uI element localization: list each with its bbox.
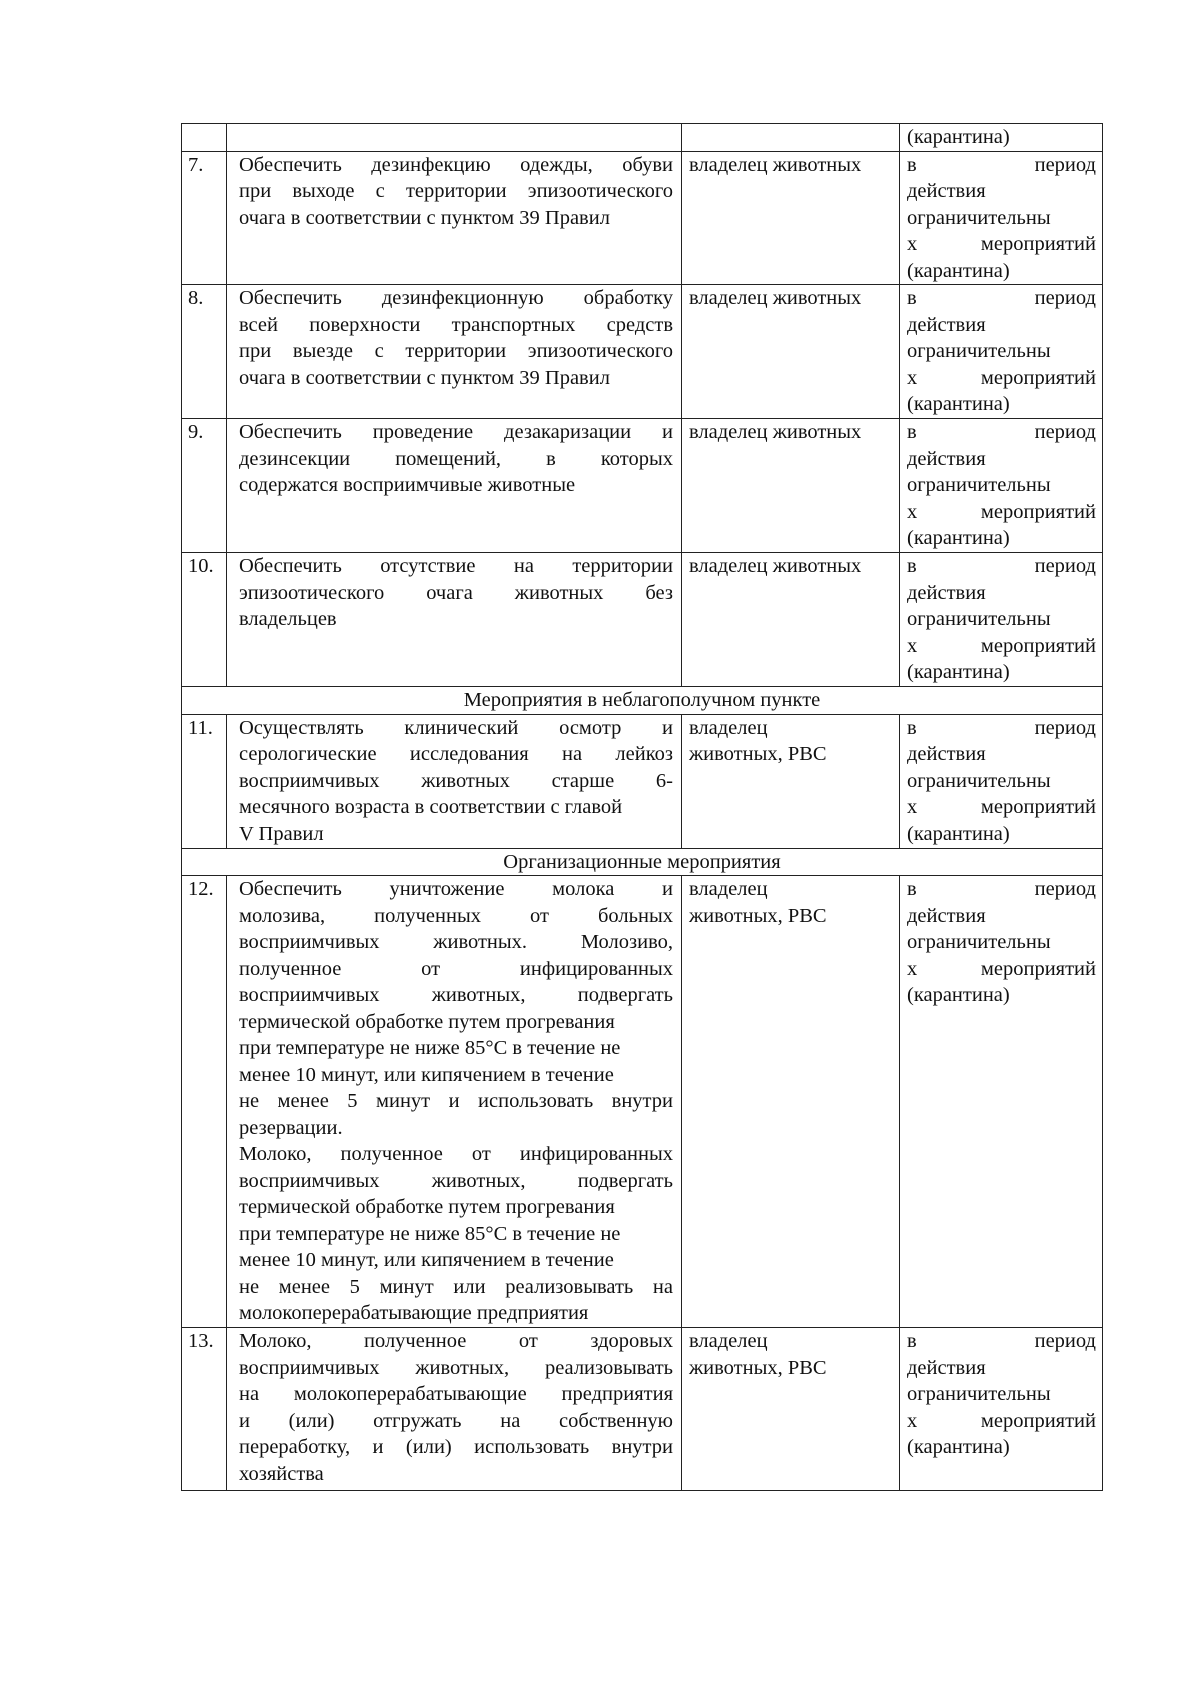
term-text: в период действия ограничительны х мероприятий (карантина) xyxy=(900,553,1103,687)
row-number: 7. xyxy=(182,151,227,285)
term-text: в период действия ограничительны х мероприятий (карантина) xyxy=(900,419,1103,553)
term-text: в период действия ограничительны х мероприятий (карантина) xyxy=(900,285,1103,419)
term-text: в период действия ограничительны х мероприятий (карантина) xyxy=(900,876,1103,1328)
measures-table xyxy=(181,123,1103,1491)
measure-text: Обеспечить дезинфекционную обработку всей поверхности транспортных средств при выезде с территории эпизоотического очага в соответствии с пунктом 39 Правил xyxy=(227,285,682,419)
table-row xyxy=(182,285,1103,419)
table-row xyxy=(182,553,1103,687)
responsible-cell xyxy=(682,124,900,152)
term-cell: (карантина) xyxy=(900,124,1103,152)
table-row xyxy=(182,419,1103,553)
row-number: 10. xyxy=(182,553,227,687)
responsible-party: владелец животных xyxy=(682,285,900,419)
responsible-party: владелец животных xyxy=(682,553,900,687)
responsible-party: владелец животных, РВС xyxy=(682,714,900,848)
measure-text: Обеспечить дезинфекцию одежды, обуви при выходе с территории эпизоотического очага в соответствии с пунктом 39 Правил xyxy=(227,151,682,285)
term-text: в период действия ограничительны х мероприятий (карантина) xyxy=(900,1328,1103,1491)
table-row xyxy=(182,714,1103,848)
table-row xyxy=(182,1328,1103,1491)
term-text: в период действия ограничительны х мероприятий (карантина) xyxy=(900,714,1103,848)
responsible-party: владелец животных, РВС xyxy=(682,876,900,1328)
measure-text: Обеспечить проведение дезакаризации и дезинсекции помещений, в которых содержатся восприимчивые животные xyxy=(227,419,682,553)
measure-text: Обеспечить уничтожение молока и молозива, полученных от больных восприимчивых животных. Молозиво, полученное от инфицированных восприимчивых животных, подвергать термической обработке путем прогревания при температуре не ниже 85°C в течение не менее 10 минут, или кипячением в течение не менее 5 минут и использовать внутри резервации. Молоко, полученное от инфицированных восприимчивых животных, подвергать термической обработке путем прогревания при температуре не ниже 85°C в течение не менее 10 минут, или кипячением в течение не менее 5 минут или реализовывать на молокоперерабатывающие предприятия xyxy=(227,876,682,1328)
row-number: 9. xyxy=(182,419,227,553)
row-number: 12. xyxy=(182,876,227,1328)
row-number: 13. xyxy=(182,1328,227,1491)
measure-cell xyxy=(227,124,682,152)
section-title: Мероприятия в неблагополучном пункте xyxy=(182,687,1103,715)
row-number-cell xyxy=(182,124,227,152)
table-row xyxy=(182,876,1103,1328)
responsible-party: владелец животных, РВС xyxy=(682,1328,900,1491)
measure-text: Обеспечить отсутствие на территории эпизоотического очага животных без владельцев xyxy=(227,553,682,687)
table-row xyxy=(182,151,1103,285)
row-number: 8. xyxy=(182,285,227,419)
responsible-party: владелец животных xyxy=(682,419,900,553)
term-text: в период действия ограничительны х мероприятий (карантина) xyxy=(900,151,1103,285)
row-number: 11. xyxy=(182,714,227,848)
table-row xyxy=(182,124,1103,152)
measure-text: Молоко, полученное от здоровых восприимчивых животных, реализовывать на молокоперерабатывающие предприятия и (или) отгружать на собственную переработку, и (или) использовать внутри хозяйства xyxy=(227,1328,682,1491)
section-title: Организационные мероприятия xyxy=(182,848,1103,876)
measure-text: Осуществлять клинический осмотр и серологические исследования на лейкоз восприимчивых животных старше 6- месячного возраста в соответствии с главой V Правил xyxy=(227,714,682,848)
section-header-row xyxy=(182,848,1103,876)
section-header-row xyxy=(182,687,1103,715)
responsible-party: владелец животных xyxy=(682,151,900,285)
